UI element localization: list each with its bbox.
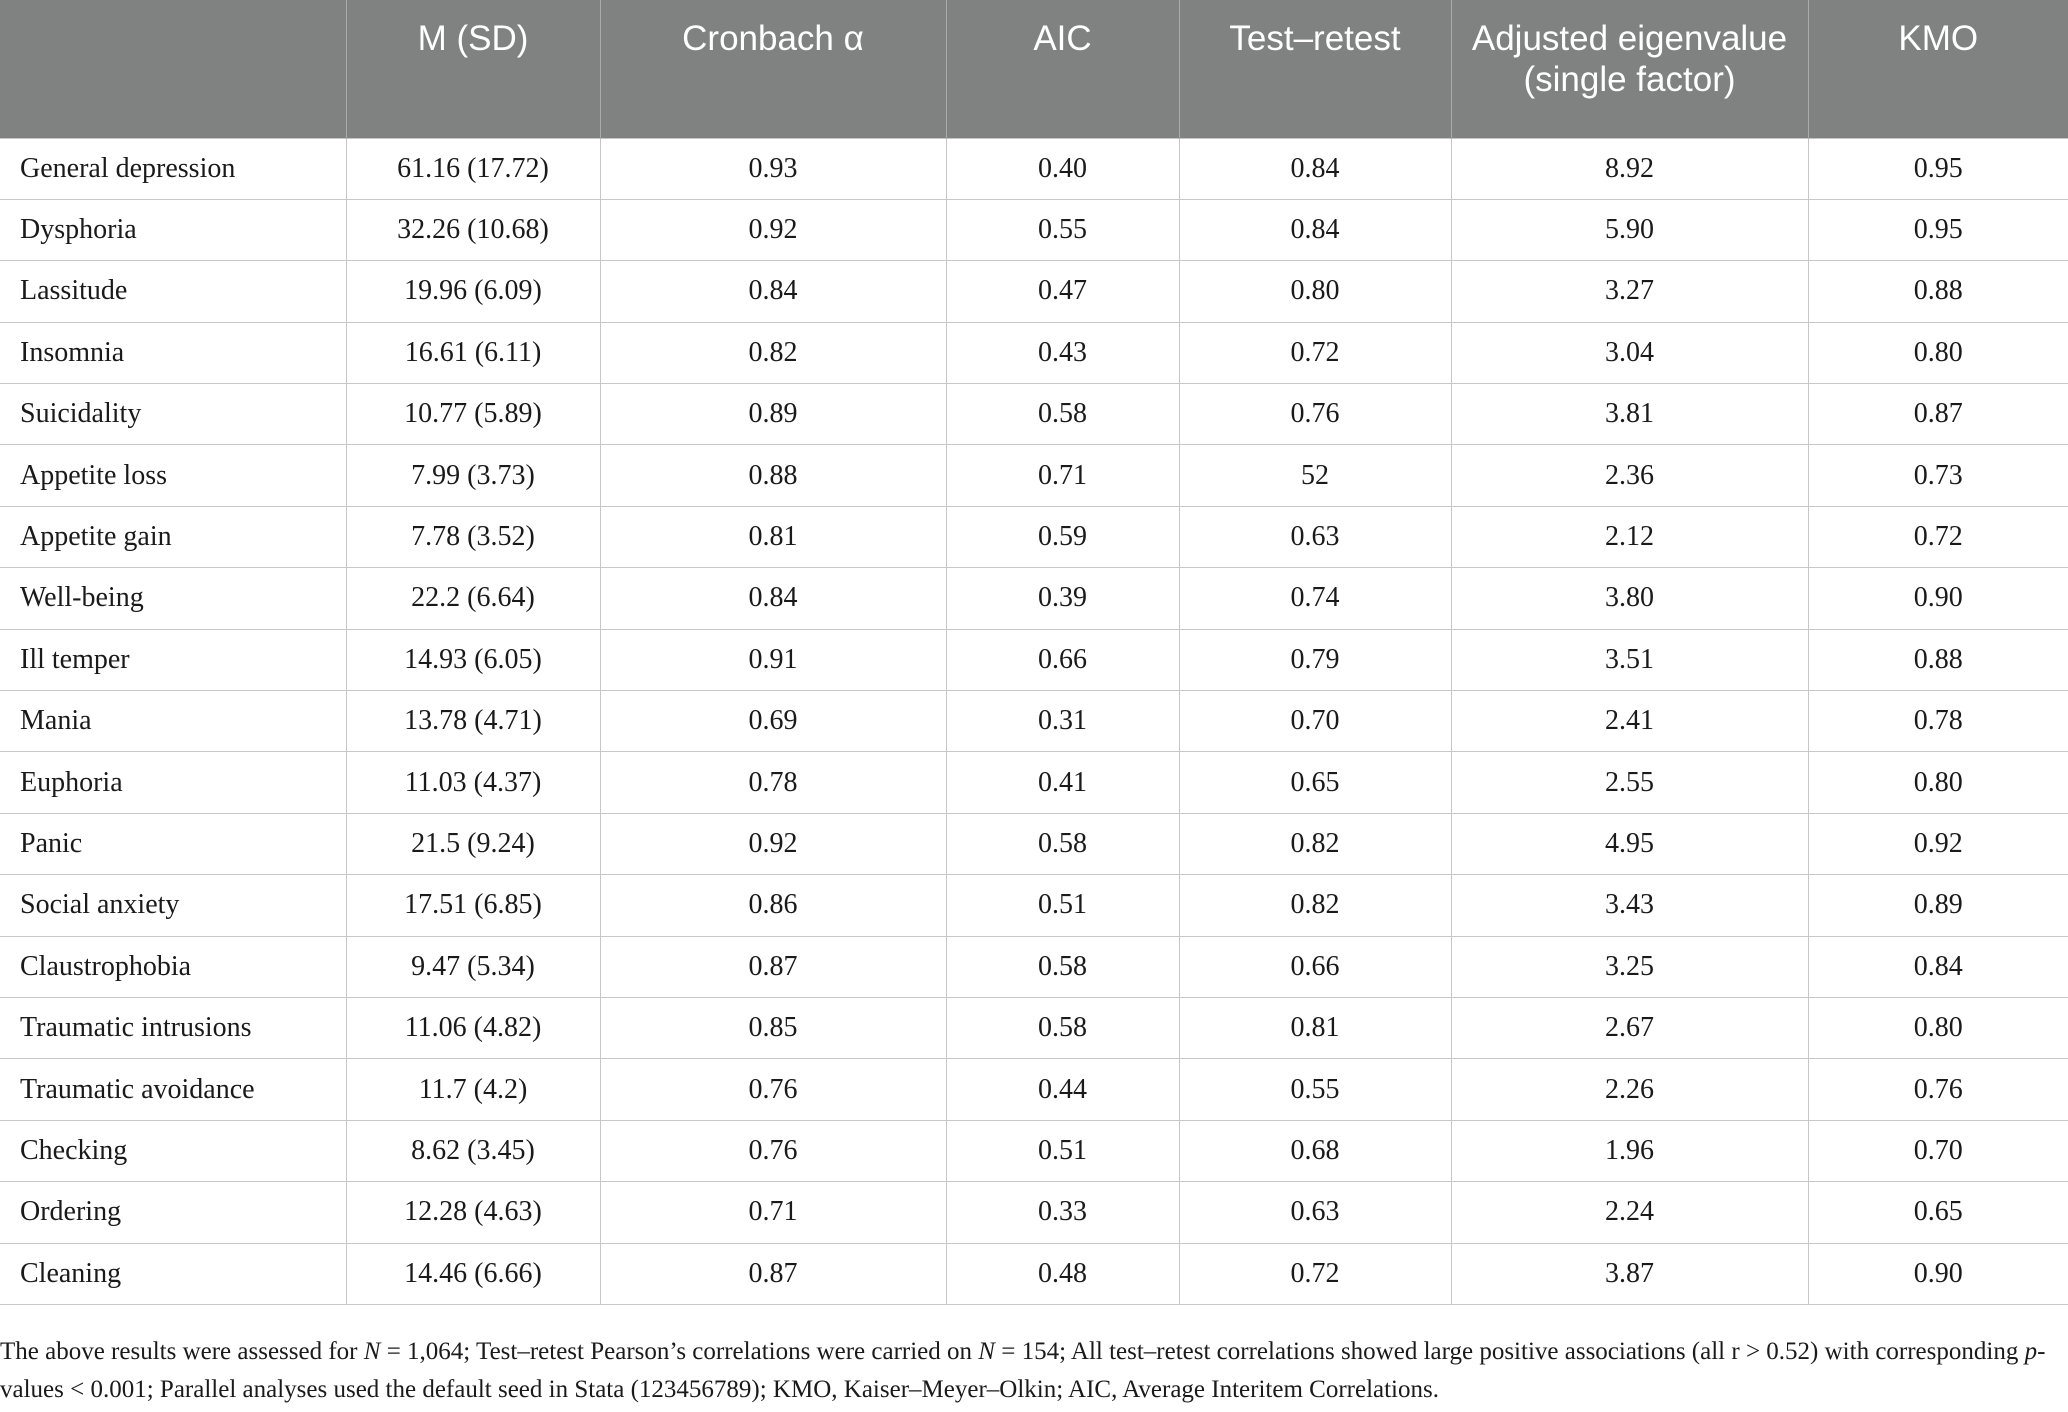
table-row [0,1120,2068,1181]
table-row [0,936,2068,997]
table-cell: 22.2 (6.64) [346,568,600,629]
table-cell: 0.91 [600,629,946,690]
table-cell: 0.66 [1179,936,1451,997]
table-cell: 0.84 [1179,199,1451,260]
row-label: Cleaning [0,1243,346,1304]
table-cell: 0.84 [600,568,946,629]
table-row [0,691,2068,752]
footnote-p-symbol: p [2024,1338,2038,1365]
table-cell: 0.90 [1808,568,2068,629]
table-row [0,875,2068,936]
table-row [0,138,2068,199]
header-adjusted-eigenvalue: Adjusted eigenvalue (single factor) [1451,0,1808,138]
header-label [0,0,346,138]
table-cell: 12.28 (4.63) [346,1182,600,1243]
table-header [0,0,2068,138]
table-cell: 0.69 [600,691,946,752]
table-footnote [0,1333,2050,1409]
table-body [0,138,2068,1304]
table-cell: 0.76 [600,1120,946,1181]
header-mean-sd: M (SD) [346,0,600,138]
table-cell: 17.51 (6.85) [346,875,600,936]
table-cell: 0.51 [946,875,1179,936]
table-cell: 0.80 [1179,261,1451,322]
table-row [0,322,2068,383]
table-row [0,506,2068,567]
table-row [0,199,2068,260]
table-cell: 4.95 [1451,813,1808,874]
table-cell: 21.5 (9.24) [346,813,600,874]
table-row [0,568,2068,629]
row-label: Well-being [0,568,346,629]
table-cell: 0.63 [1179,1182,1451,1243]
row-label: Checking [0,1120,346,1181]
table-cell: 7.78 (3.52) [346,506,600,567]
table-cell: 14.46 (6.66) [346,1243,600,1304]
table-cell: 0.71 [600,1182,946,1243]
row-label: Panic [0,813,346,874]
table-cell: 0.78 [1808,691,2068,752]
table-cell: 0.72 [1808,506,2068,567]
footnote-text: The above results were assessed for [0,1338,364,1365]
table-cell: 0.78 [600,752,946,813]
table-cell: 0.58 [946,997,1179,1058]
table-row [0,1243,2068,1304]
table-cell: 1.96 [1451,1120,1808,1181]
table-cell: 0.74 [1179,568,1451,629]
header-test-retest: Test–retest [1179,0,1451,138]
row-label: Social anxiety [0,875,346,936]
table-cell: 3.51 [1451,629,1808,690]
header-cronbach-alpha: Cronbach α [600,0,946,138]
table-cell: 0.43 [946,322,1179,383]
table-cell: 0.51 [946,1120,1179,1181]
table-cell: 3.43 [1451,875,1808,936]
table-cell: 32.26 (10.68) [346,199,600,260]
table-cell: 0.84 [1808,936,2068,997]
header-kmo: KMO [1808,0,2068,138]
footnote-text: -values < 0.001; Parallel analyses used the default seed in Stata (123456789); KMO, Kaiser–Meyer–Olkin; AIC, Average Interitem Correlations. [0,1338,2046,1403]
table-cell: 2.55 [1451,752,1808,813]
table-cell: 0.89 [600,384,946,445]
row-label: Traumatic avoidance [0,1059,346,1120]
table-cell: 0.31 [946,691,1179,752]
row-label: Lassitude [0,261,346,322]
table-cell: 11.03 (4.37) [346,752,600,813]
table-cell: 0.80 [1808,997,2068,1058]
table-cell: 2.36 [1451,445,1808,506]
table-cell: 0.76 [600,1059,946,1120]
table-cell: 0.55 [946,199,1179,260]
table-cell: 52 [1179,445,1451,506]
table-row [0,1059,2068,1120]
table-cell: 0.92 [1808,813,2068,874]
table-cell: 0.92 [600,813,946,874]
row-label: Euphoria [0,752,346,813]
table-cell: 0.70 [1808,1120,2068,1181]
table-cell: 0.85 [600,997,946,1058]
table-cell: 0.92 [600,199,946,260]
table-cell: 0.63 [1179,506,1451,567]
table-cell: 0.88 [600,445,946,506]
table-cell: 8.62 (3.45) [346,1120,600,1181]
table-cell: 0.79 [1179,629,1451,690]
table-cell: 61.16 (17.72) [346,138,600,199]
table-cell: 0.65 [1179,752,1451,813]
table-cell: 0.87 [1808,384,2068,445]
table-cell: 0.33 [946,1182,1179,1243]
table-cell: 0.58 [946,936,1179,997]
header-row [0,0,2068,138]
table-cell: 0.70 [1179,691,1451,752]
table-cell: 0.82 [1179,875,1451,936]
table-cell: 7.99 (3.73) [346,445,600,506]
table-cell: 3.27 [1451,261,1808,322]
table-cell: 0.81 [600,506,946,567]
row-label: Ill temper [0,629,346,690]
row-label: Dysphoria [0,199,346,260]
table-cell: 13.78 (4.71) [346,691,600,752]
table-cell: 0.59 [946,506,1179,567]
table-cell: 0.88 [1808,629,2068,690]
header-aic: AIC [946,0,1179,138]
table-cell: 3.81 [1451,384,1808,445]
footnote-text: = 1,064; Test–retest Pearson’s correlations were carried on [380,1338,979,1365]
table-cell: 0.81 [1179,997,1451,1058]
table-cell: 0.58 [946,813,1179,874]
footnote-n-symbol: N [978,1338,995,1365]
table-row [0,261,2068,322]
table-cell: 3.80 [1451,568,1808,629]
table-cell: 0.93 [600,138,946,199]
table-cell: 2.24 [1451,1182,1808,1243]
table-cell: 2.67 [1451,997,1808,1058]
table-row [0,752,2068,813]
table-cell: 2.41 [1451,691,1808,752]
table-cell: 0.87 [600,1243,946,1304]
table-cell: 0.95 [1808,199,2068,260]
row-label: General depression [0,138,346,199]
table-cell: 0.39 [946,568,1179,629]
row-label: Insomnia [0,322,346,383]
row-label: Mania [0,691,346,752]
table-cell: 0.48 [946,1243,1179,1304]
row-label: Ordering [0,1182,346,1243]
table-row [0,629,2068,690]
table-row [0,384,2068,445]
row-label: Claustrophobia [0,936,346,997]
table-cell: 2.26 [1451,1059,1808,1120]
row-label: Traumatic intrusions [0,997,346,1058]
table-cell: 0.86 [600,875,946,936]
table-cell: 0.72 [1179,322,1451,383]
table-row [0,445,2068,506]
table-cell: 0.40 [946,138,1179,199]
footnote-n-symbol: N [363,1338,381,1365]
table-cell: 0.71 [946,445,1179,506]
table-cell: 0.82 [600,322,946,383]
table-row [0,997,2068,1058]
table-cell: 0.41 [946,752,1179,813]
table-cell: 0.84 [600,261,946,322]
table-cell: 11.7 (4.2) [346,1059,600,1120]
table-cell: 0.95 [1808,138,2068,199]
table-cell: 0.44 [946,1059,1179,1120]
table-cell: 0.84 [1179,138,1451,199]
table-cell: 0.87 [600,936,946,997]
table-cell: 3.25 [1451,936,1808,997]
table-cell: 0.55 [1179,1059,1451,1120]
table-cell: 0.66 [946,629,1179,690]
table-cell: 11.06 (4.82) [346,997,600,1058]
table-cell: 0.80 [1808,322,2068,383]
table-cell: 0.90 [1808,1243,2068,1304]
row-label: Appetite loss [0,445,346,506]
table-cell: 14.93 (6.05) [346,629,600,690]
table-cell: 10.77 (5.89) [346,384,600,445]
table-row [0,813,2068,874]
table-cell: 8.92 [1451,138,1808,199]
table-cell: 3.87 [1451,1243,1808,1304]
table-cell: 19.96 (6.09) [346,261,600,322]
table-cell: 0.89 [1808,875,2068,936]
row-label: Suicidality [0,384,346,445]
table-cell: 0.82 [1179,813,1451,874]
table-cell: 0.68 [1179,1120,1451,1181]
table-cell: 0.73 [1808,445,2068,506]
table-cell: 2.12 [1451,506,1808,567]
table-cell: 5.90 [1451,199,1808,260]
table-cell: 0.80 [1808,752,2068,813]
table-cell: 0.76 [1808,1059,2068,1120]
table-cell: 0.88 [1808,261,2068,322]
table-cell: 0.76 [1179,384,1451,445]
footnote-text: = 154; All test–retest correlations showed large positive associations (all r > 0.52) with corresponding [994,1338,2025,1365]
row-label: Appetite gain [0,506,346,567]
table-cell: 0.72 [1179,1243,1451,1304]
table-cell: 3.04 [1451,322,1808,383]
table-cell: 0.47 [946,261,1179,322]
table-cell: 9.47 (5.34) [346,936,600,997]
table-cell: 0.65 [1808,1182,2068,1243]
table-cell: 0.58 [946,384,1179,445]
table-row [0,1182,2068,1243]
table-cell: 16.61 (6.11) [346,322,600,383]
